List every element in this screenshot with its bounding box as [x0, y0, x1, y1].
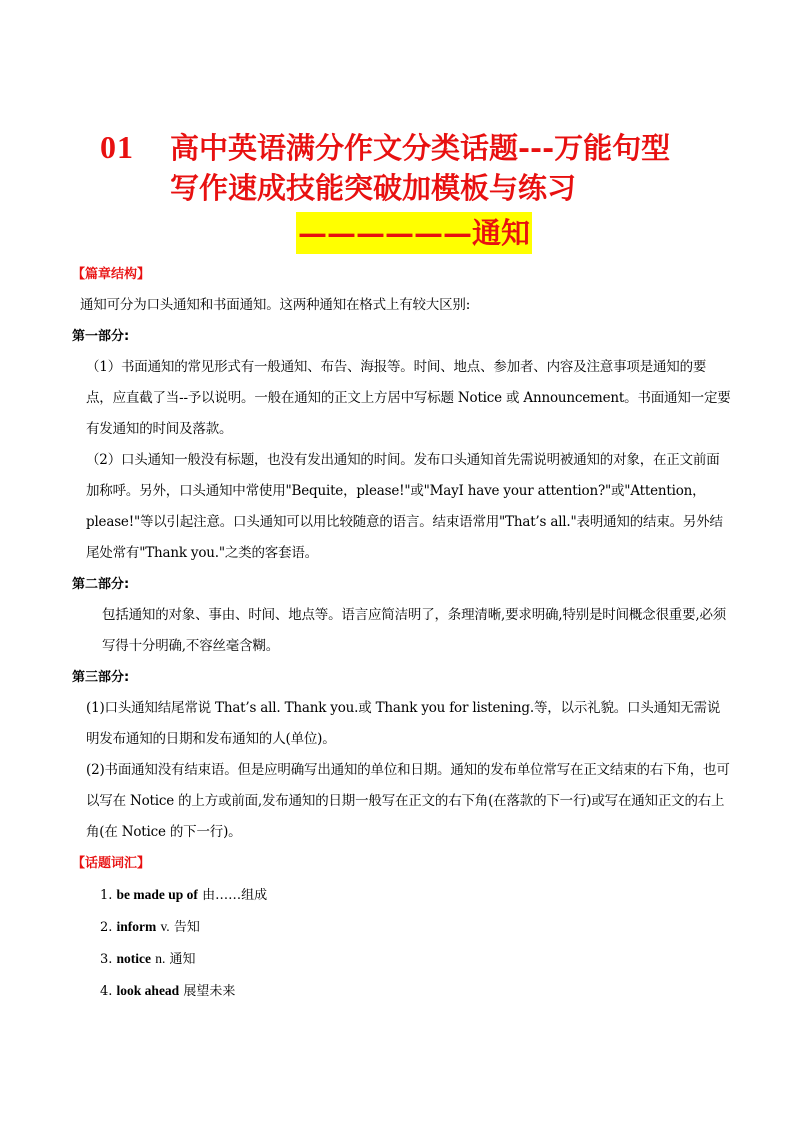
- part2-paragraph-1: 包括通知的对象、事由、时间、地点等。语言应简洁明了，条理清晰,要求明确,特别是时间概念很重要,必须写得十分明确,不容丝毫含糊。: [102, 607, 727, 654]
- vocab-number: 4.: [100, 984, 113, 999]
- vocab-meaning: 通知: [169, 952, 196, 967]
- vocab-term: inform: [116, 919, 157, 934]
- vocab-meaning: 由……组成: [202, 888, 268, 903]
- part2-heading: 第二部分:: [72, 577, 130, 592]
- part1-paragraph-2: （2）口头通知一般没有标题，也没有发出通知的时间。发布口头通知首先需说明被通知的对象，在正文前面加称呼。另外，口头通知中常使用"Bequite，please!"或"MayI have your attention?"或"Attention，please!"等以引起注意。口头通知可以用比较随意的语言。结束语常用"That’s all."表明通知的结束。另外结尾处常有"Thank you."之类的客套语。: [86, 452, 723, 561]
- vocab-term: be made up of: [116, 887, 198, 902]
- vocab-pos: v.: [160, 919, 170, 934]
- title-subtitle-wrap: [296, 212, 532, 254]
- part1-heading: 第一部分:: [72, 329, 130, 344]
- title-number: 01: [100, 129, 134, 165]
- section-heading-vocab: 【话题词汇】: [72, 856, 151, 871]
- vocab-number: 2.: [100, 920, 113, 935]
- structure-intro: 通知可分为口头通知和书面通知。这两种通知在格式上有较大区别:: [80, 297, 471, 313]
- title-subtitle-highlighted: ——————通知: [296, 212, 532, 254]
- vocab-number: 3.: [100, 952, 113, 967]
- part3-paragraph-1: (1)口头通知结尾常说 That’s all. Thank you.或 Thank you for listening.等，以示礼貌。口头通知无需说明发布通知的日期和发布通知的人(单位)。: [86, 700, 721, 747]
- vocab-pos: n.: [155, 951, 166, 966]
- vocab-meaning: 展望未来: [183, 984, 236, 999]
- vocab-meaning: 告知: [173, 920, 200, 935]
- vocab-item: [72, 975, 732, 1007]
- title-line-1: 高中英语满分作文分类话题---万能句型: [170, 131, 671, 165]
- title-row-1: [100, 128, 760, 168]
- title-block: [100, 128, 760, 208]
- part1-paragraph-1: （1）书面通知的常见形式有一般通知、布告、海报等。时间、地点、参加者、内容及注意事项是通知的要点，应直截了当--予以说明。一般在通知的正文上方居中写标题 Notice 或 Announcement。书面通知一定要有发通知的时间及落款。: [86, 359, 731, 437]
- vocab-term: notice: [116, 951, 152, 966]
- vocab-item: [72, 943, 732, 975]
- vocab-number: 1.: [100, 888, 113, 903]
- vocab-item: [72, 879, 732, 911]
- vocab-term: look ahead: [116, 983, 180, 998]
- document-body: [72, 259, 732, 1007]
- section-heading-structure: 【篇章结构】: [72, 267, 151, 282]
- part3-heading: 第三部分:: [72, 670, 130, 685]
- vocab-item: [72, 911, 732, 943]
- title-line-2: 写作速成技能突破加模板与练习: [170, 171, 577, 205]
- part3-paragraph-2: (2)书面通知没有结束语。但是应明确写出通知的单位和日期。通知的发布单位常写在正文结束的右下角，也可以写在 Notice 的上方或前面,发布通知的日期一般写在正文的右下角(在落款的下一行)或写在通知正文的右上角(在 Notice 的下一行)。: [86, 762, 730, 840]
